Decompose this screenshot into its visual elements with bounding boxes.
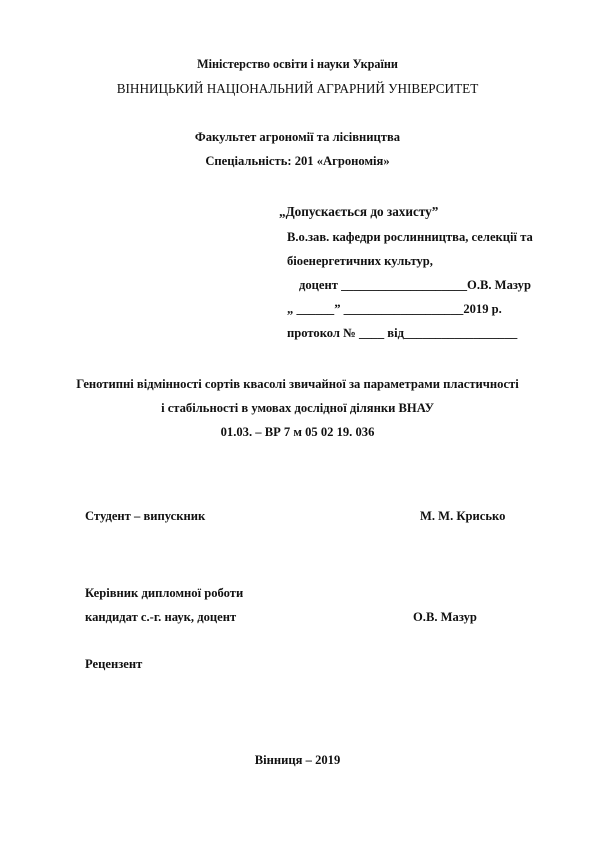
approval-position-line2: біоенергетичних культур, — [287, 254, 433, 268]
reviewer-label: Рецензент — [85, 657, 143, 671]
student-label: Студент – випускник — [85, 509, 206, 523]
thesis-code: 01.03. – ВР 7 м 05 02 19. 036 — [220, 425, 375, 439]
approval-heading: „Допускається до захисту” — [279, 204, 439, 219]
thesis-title-line1: Генотипні відмінності сортів квасолі звичайної за параметрами пластичності — [76, 377, 519, 391]
student-name: М. М. Крисько — [420, 509, 506, 523]
university-name: ВІННИЦЬКИЙ НАЦІОНАЛЬНИЙ АГРАРНИЙ УНІВЕРСИТЕТ — [116, 81, 479, 96]
supervisor-degree: кандидат с.-г. наук, доцент — [85, 610, 237, 624]
supervisor-label: Керівник дипломної роботи — [85, 586, 244, 600]
approval-date-line: „ ______” ___________________2019 р. — [287, 302, 502, 316]
approval-protocol-line: протокол № ____ від__________________ — [287, 326, 518, 340]
approval-docent-line: доцент ____________________О.В. Мазур — [299, 278, 531, 292]
thesis-title-line2: і стабільності в умовах дослідної ділянки ВНАУ — [161, 401, 434, 415]
faculty-name: Факультет агрономії та лісівництва — [194, 130, 401, 144]
ministry-name: Міністерство освіти і науки України — [197, 57, 398, 71]
supervisor-name: О.В. Мазур — [413, 610, 477, 624]
city-year: Вінниця – 2019 — [254, 753, 341, 767]
specialty-name: Спеціальність: 201 «Агрономія» — [205, 154, 390, 168]
approval-position-line1: В.о.зав. кафедри рослинництва, селекції та — [287, 230, 533, 244]
